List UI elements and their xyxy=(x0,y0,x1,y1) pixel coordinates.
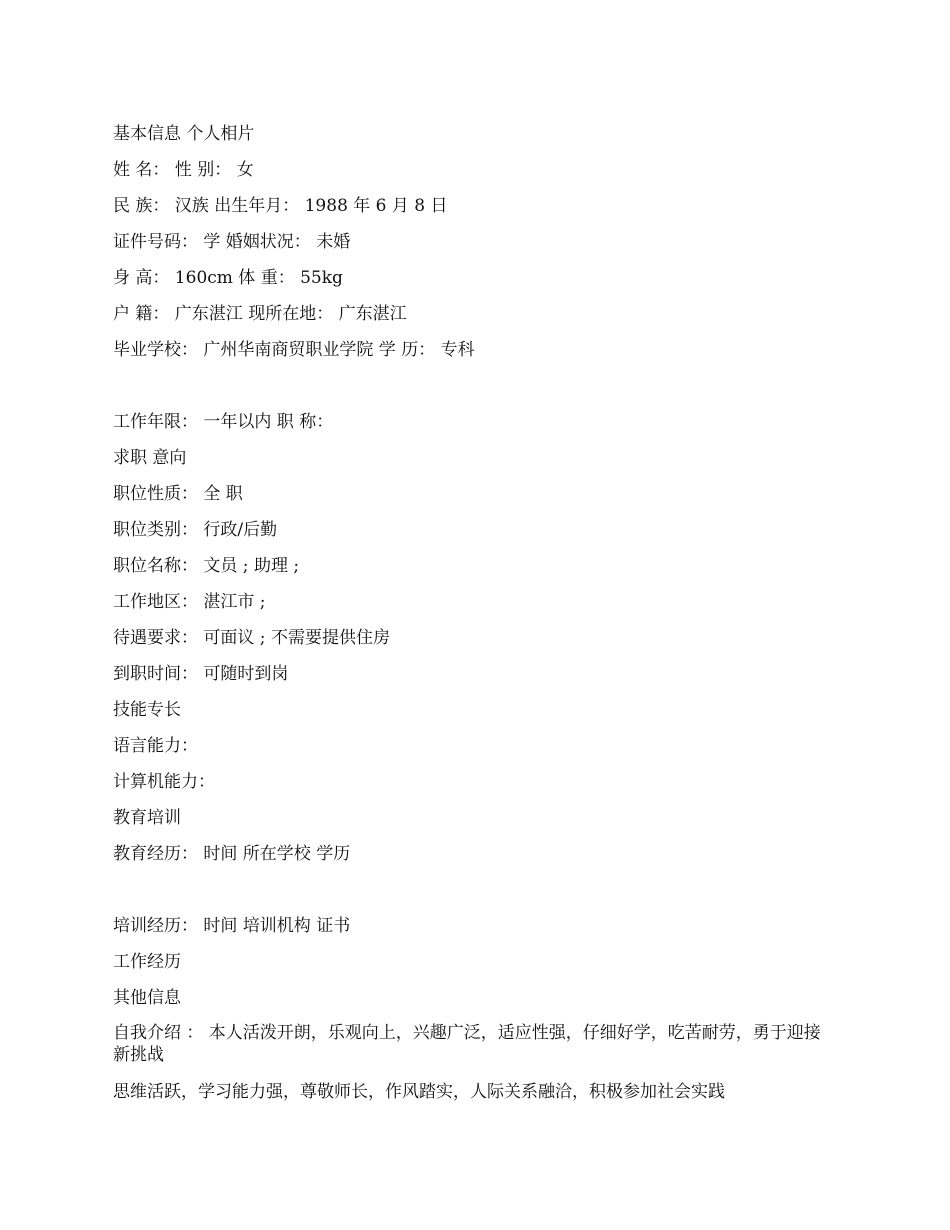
height-weight-line: 身 高： 160cm 体 重： 55kg xyxy=(113,268,343,288)
hometown-location-line: 户 籍： 广东湛江 现所在地： 广东湛江 xyxy=(113,304,407,324)
start-time-line: 到职时间： 可随时到岗 xyxy=(113,664,289,684)
skills-heading: 技能专长 xyxy=(113,700,181,720)
id-marital-line: 证件号码： 学 婚姻状况： 未婚 xyxy=(113,232,351,252)
training-history-line: 培训经历： 时间 培训机构 证书 xyxy=(113,916,351,936)
language-ability-line: 语言能力： xyxy=(113,736,198,756)
resume-document xyxy=(113,122,833,1116)
job-nature-line: 职位性质： 全 职 xyxy=(113,484,243,504)
job-intent-heading: 求职 意向 xyxy=(113,448,187,468)
basic-info-section xyxy=(113,122,833,362)
work-area-line: 工作地区： 湛江市 ; xyxy=(113,592,266,612)
job-category-line: 职位类别： 行政/后勤 xyxy=(113,520,278,540)
ethnicity-birthdate-line: 民 族： 汉族 出生年月： 1988 年 6 月 8 日 xyxy=(113,196,448,216)
other-info-heading: 其他信息 xyxy=(113,988,181,1008)
basic-info-heading: 基本信息 个人相片 xyxy=(113,124,255,144)
work-history-heading: 工作经历 xyxy=(113,952,181,972)
education-training-heading: 教育培训 xyxy=(113,808,181,828)
self-introduction-continued: 思维活跃，学习能力强，尊敬师长，作风踏实，人际关系融洽，积极参加社会实践 xyxy=(113,1082,725,1102)
section-spacer xyxy=(113,374,833,410)
education-history-line: 教育经历： 时间 所在学校 学历 xyxy=(113,844,351,864)
section-spacer xyxy=(113,878,833,914)
computer-ability-line: 计算机能力： xyxy=(113,772,215,792)
job-intent-section xyxy=(113,410,833,866)
name-gender-line: 姓 名： 性 别： 女 xyxy=(113,160,254,180)
salary-requirement-line: 待遇要求： 可面议 ; 不需要提供住房 xyxy=(113,628,390,648)
job-title-line: 职位名称： 文员 ; 助理 ; xyxy=(113,556,300,576)
school-education-line: 毕业学校： 广州华南商贸职业学院 学 历： 专科 xyxy=(113,340,475,360)
work-years-title-line: 工作年限： 一年以内 职 称： xyxy=(113,412,334,432)
self-introduction-paragraph: 自我介绍 ： 本人活泼开朗，乐观向上，兴趣广泛，适应性强，仔细好学，吃苦耐劳，勇于迎接新挑战 xyxy=(113,1023,821,1065)
other-section xyxy=(113,914,833,1104)
